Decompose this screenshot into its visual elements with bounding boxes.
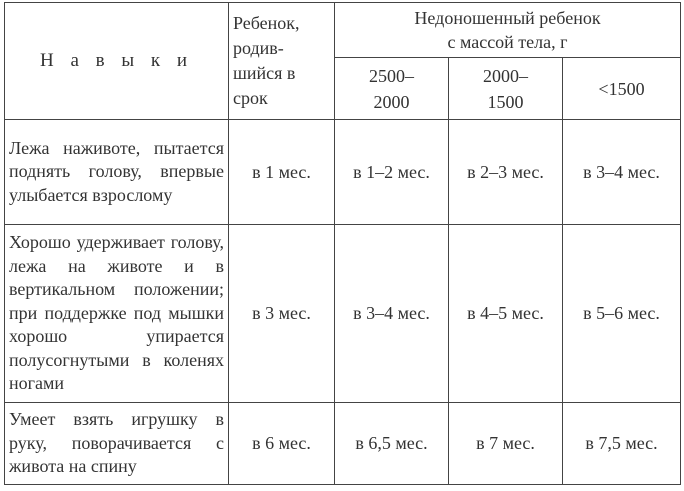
age-weight-2500-2000: в 1–2 мес. — [335, 120, 449, 225]
header-weight-under-1500 — [563, 58, 681, 120]
header-skills: Н а в ы к и — [5, 3, 229, 120]
header-premature-line1: Недоношенный ребенок — [414, 8, 601, 28]
table-row — [5, 120, 681, 225]
header-premature-line2: с массой тела, г — [447, 32, 568, 52]
header-term-child: Ребенок, родив-шийся в срок — [229, 3, 335, 120]
header-row-top — [5, 3, 681, 58]
skill-description: Хорошо удерживает голову, лежа на животе и в вертикальном положении; при поддержке под мышки хорошо упирается полусогнутыми в коленях ногами — [5, 225, 229, 403]
header-weight-2000-1500 — [449, 58, 563, 120]
age-weight-2500-2000: в 3–4 мес. — [335, 225, 449, 403]
table-row — [5, 225, 681, 403]
header-weight-2500-2000 — [335, 58, 449, 120]
development-milestones-table — [4, 2, 681, 485]
age-term-child: в 3 мес. — [229, 225, 335, 403]
header-premature-child — [335, 3, 681, 58]
age-weight-under-1500: в 5–6 мес. — [563, 225, 681, 403]
skill-description: Лежа наживоте, пытается поднять голову, впервые улыбается взрослому — [5, 120, 229, 225]
age-weight-2000-1500: в 2–3 мес. — [449, 120, 563, 225]
age-term-child: в 6 мес. — [229, 403, 335, 485]
age-weight-under-1500: в 7,5 мес. — [563, 403, 681, 485]
weight-label-line2: 2000 — [373, 91, 410, 112]
weight-label-line2: 1500 — [487, 91, 524, 112]
age-term-child: в 1 мес. — [229, 120, 335, 225]
age-weight-2000-1500: в 7 мес. — [449, 403, 563, 485]
weight-label-line1: 2000– — [483, 65, 528, 86]
weight-label-line1: <1500 — [598, 78, 645, 99]
age-weight-2000-1500: в 4–5 мес. — [449, 225, 563, 403]
table-row — [5, 403, 681, 485]
development-table-container — [4, 2, 681, 485]
age-weight-under-1500: в 3–4 мес. — [563, 120, 681, 225]
age-weight-2500-2000: в 6,5 мес. — [335, 403, 449, 485]
weight-label-line1: 2500– — [369, 65, 414, 86]
skill-description: Умеет взять игрушку в руку, поворачивается с живота на спину — [5, 403, 229, 485]
